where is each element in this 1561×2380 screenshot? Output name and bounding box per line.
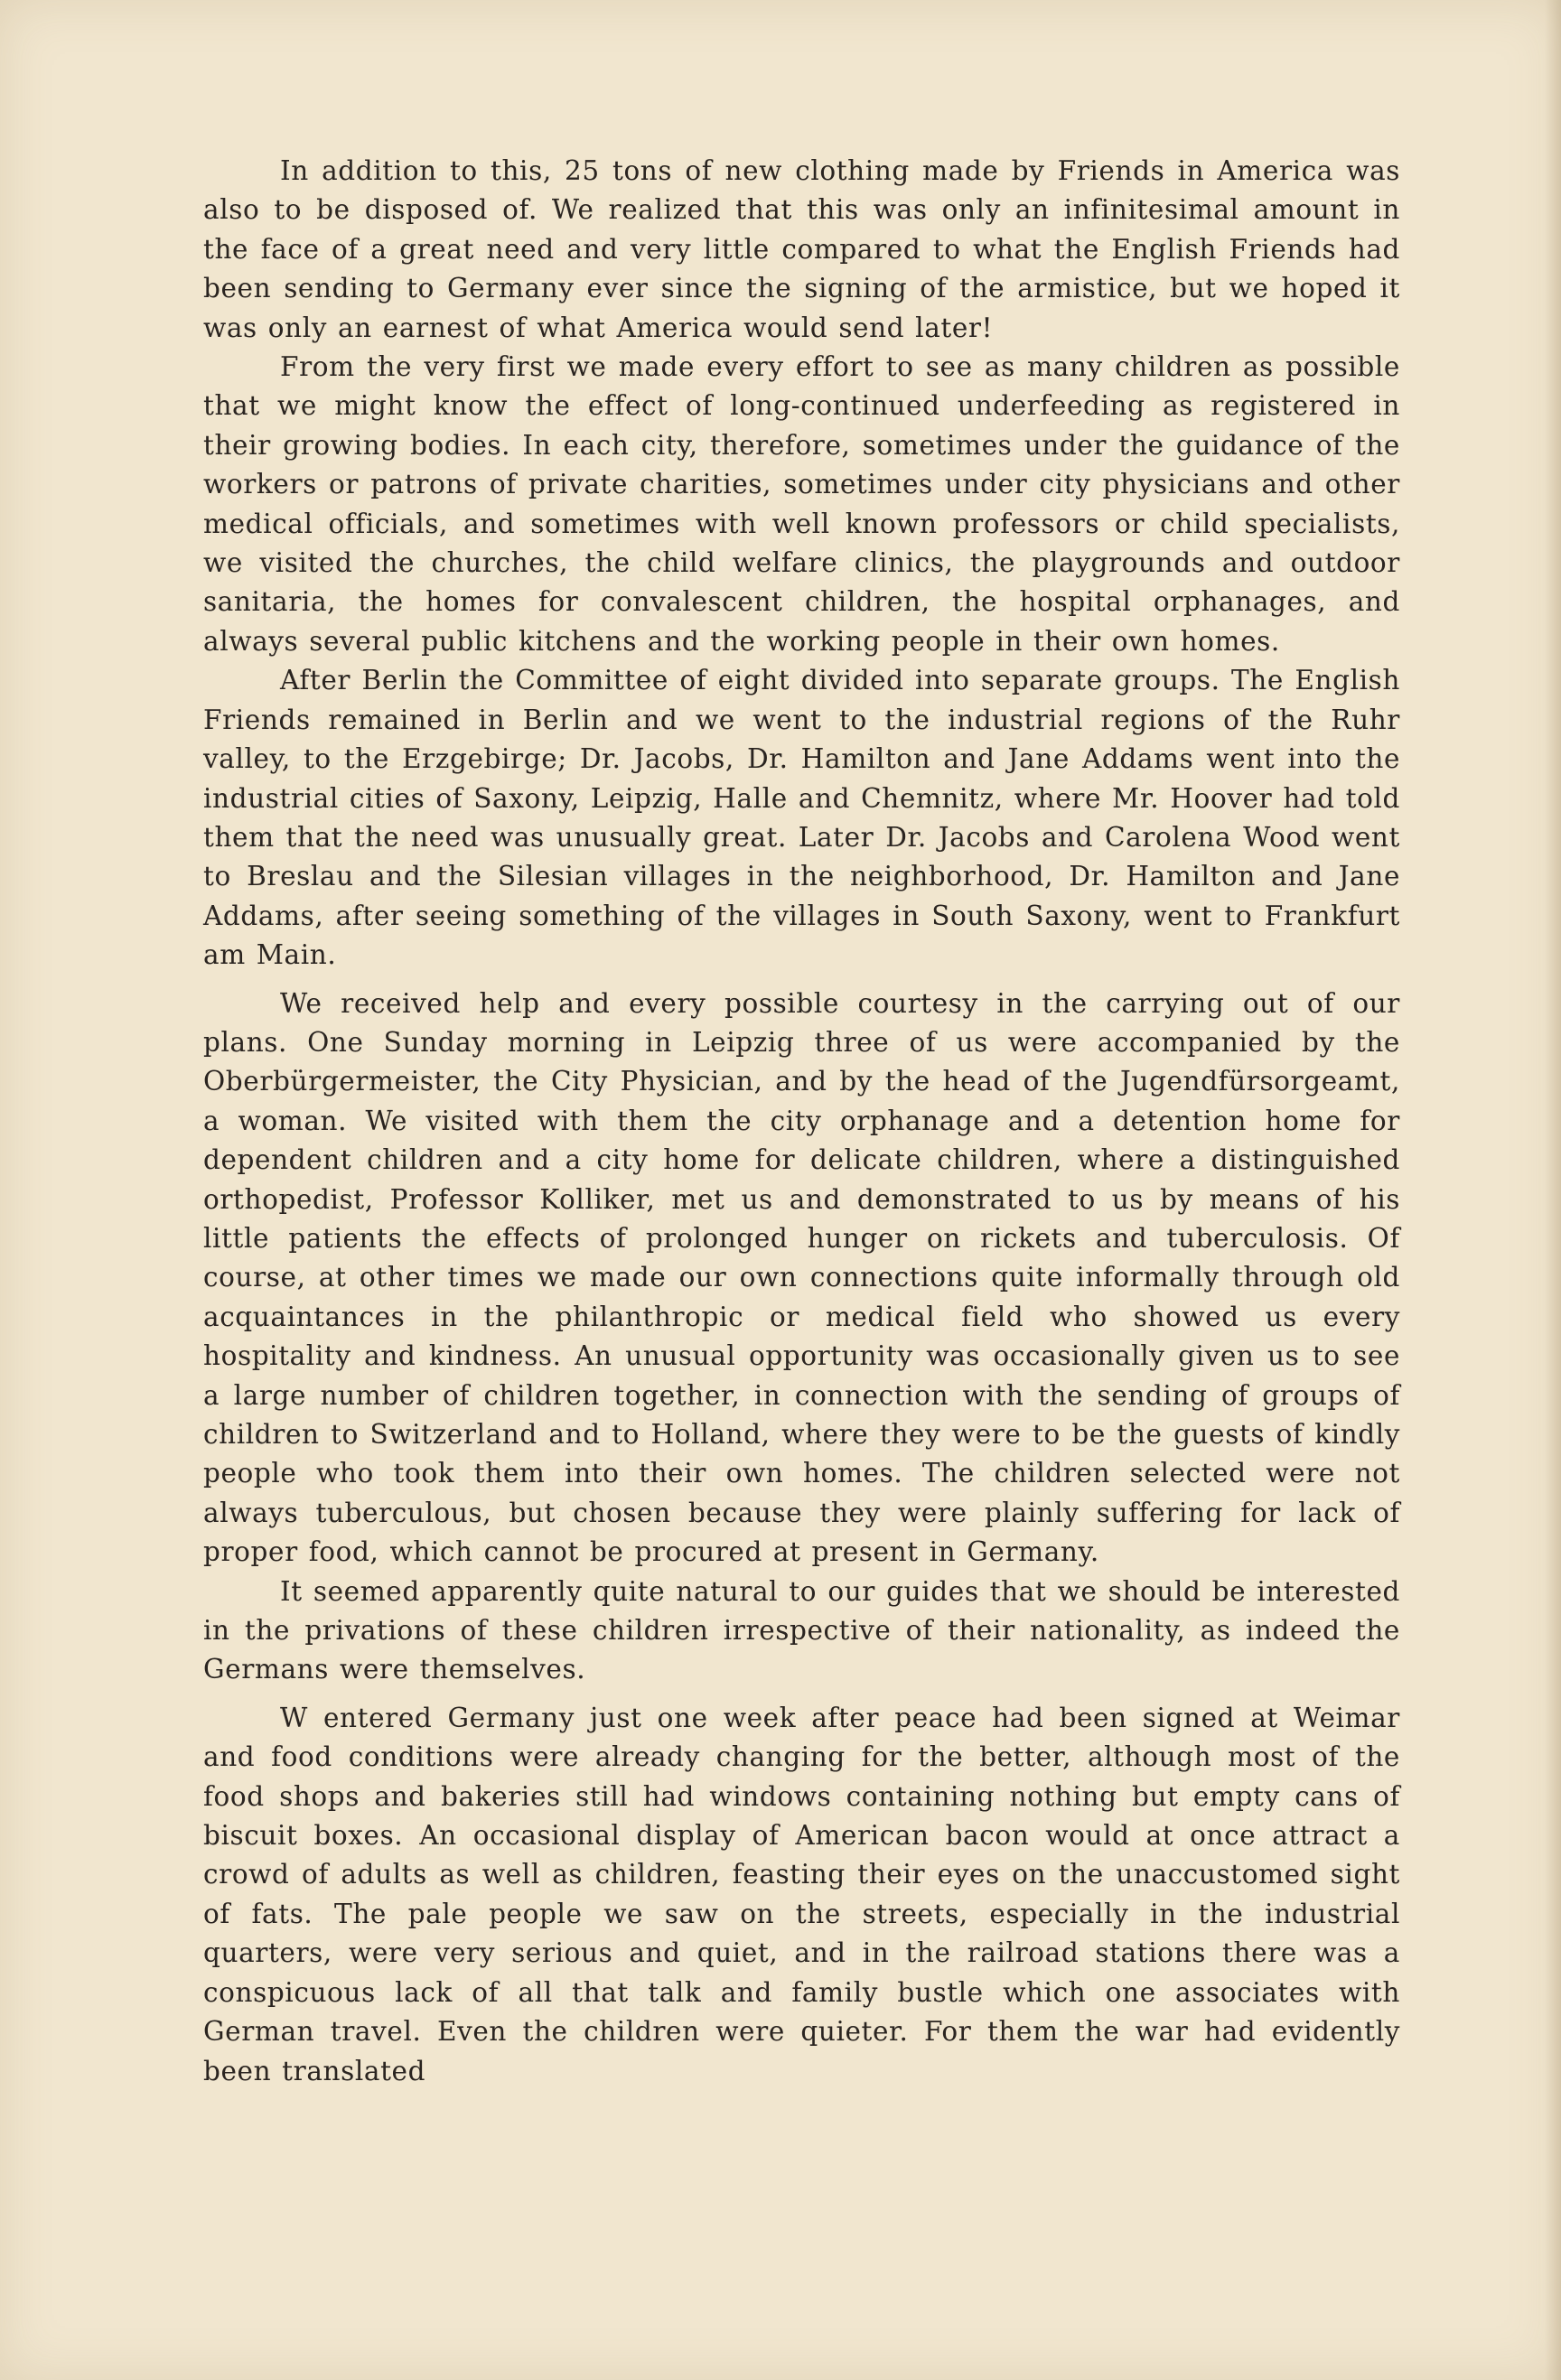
paragraph-children-visits: From the very first we made every effort to see as many children as possible that we might know the effect of long-continued underfeeding as registered in their growing bodies. In each city, therefore, sometimes under the guidance of the workers or patrons of private charities, sometimes under city physicians and other medical officials, and sometimes with well known professors or child specialists, we visited the churches, the child welfare clinics, the playgrounds and outdoor sanitaria, the homes for convalescent children, the hospital orphanages, and always several public kitchens and the working people in their own homes. [203, 351, 1400, 657]
body-text [203, 152, 1400, 2091]
paragraph-clothing: In addition to this, 25 tons of new clothing made by Friends in America was also to be disposed of. We realized that this was only an infinitesimal amount in the face of a great need and very little compared to what the English Friends had been sending to Germany ever since the signing of the armistice, but we hoped it was only an earnest of what America would send later! [203, 155, 1400, 343]
paragraph-entered-germany: W entered Germany just one week after peace had been signed at Weimar and food conditions were already changing for the better, although most of the food shops and bakeries still had windows containing nothing but empty cans of biscuit boxes. An occasional display of American bacon would at once attract a crowd of adults as well as children, feasting their eyes on the unaccustomed sight of fats. The pale people we saw on the streets, especially in the industrial quarters, were very serious and quiet, and in the railroad stations there was a conspicuous lack of all that talk and family bustle which one associates with German travel. Even the children were quieter. For them the war had evidently been translated [203, 1702, 1400, 2086]
paragraph-committee-groups: After Berlin the Committee of eight divided into separate groups. The English Friends remained in Berlin and we went to the industrial regions of the Ruhr valley, to the Erzgebirge; Dr. Jacobs, Dr. Hamilton and Jane Addams went into the industrial cities of Saxony, Leipzig, Halle and Chemnitz, where Mr. Hoover had told them that the need was unusually great. Later Dr. Jacobs and Carolena Wood went to Breslau and the Silesian villages in the neighborhood, Dr. Hamilton and Jane Addams, after seeing something of the villages in South Saxony, went to Frankfurt am Main. [203, 665, 1400, 971]
paragraph-leipzig: We received help and every possible courtesy in the carrying out of our plans. One Sunday morning in Leipzig three of us were accompanied by the Oberbürgermeister, the City Physician, and by the head of the Jugendfürsorgeamt, a woman. We visited with them the city orphanage and a detention home for dependent children and a city home for delicate children, where a distinguished orthopedist, Professor Kolliker, met us and demonstrated to us by means of his little patients the effects of prolonged hunger on rickets and tuberculosis. Of course, at other times we made our own connections quite informally through old acquaintances in the philanthropic or medical field who showed us every hospitality and kindness. An unusual opportunity was occasionally given us to see a large number of children together, in connection with the sending of groups of children to Switzerland and to Holland, where they were to be the guests of kindly people who took them into their own homes. The children selected were not always tuberculous, but chosen because they were plainly suffering for lack of proper food, which cannot be procured at present in Germany. [203, 987, 1400, 1568]
paragraph-guides: It seemed apparently quite natural to our guides that we should be interested in the privations of these children irrespective of their nationality, as indeed the Germans were themselves. [203, 1575, 1400, 1685]
page-edge-shadow [1545, 0, 1561, 2380]
